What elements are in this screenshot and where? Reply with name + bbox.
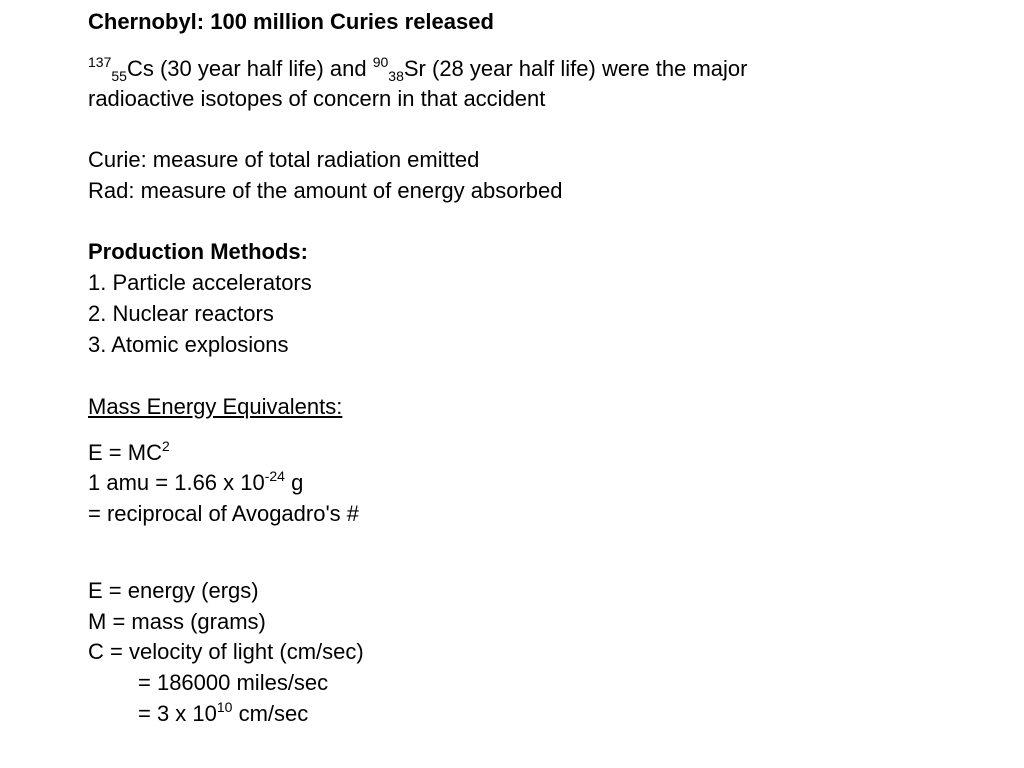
isotopes-line-2: radioactive isotopes of concern in that accident	[88, 86, 546, 111]
emc2-equation	[88, 440, 170, 466]
rad-definition: Rad: measure of the amount of energy absorbed	[88, 178, 563, 203]
energy-definition: E = energy (ergs)	[88, 578, 259, 603]
light-velocity-cm-unit: cm/sec	[232, 701, 309, 726]
amu-unit: g	[284, 470, 304, 495]
cs-atomic-number: 55	[111, 68, 127, 84]
cs-mass-number: 137	[88, 54, 112, 70]
cs-description: Cs (30 year half life) and	[126, 56, 373, 81]
mass-definition: M = mass (grams)	[88, 609, 266, 634]
mass-energy-heading: Mass Energy Equivalents:	[88, 394, 343, 419]
amu-base: 1 amu = 1.66 x 10	[88, 470, 265, 495]
production-heading: Production Methods:	[88, 239, 308, 264]
amu-exponent: -24	[264, 468, 285, 484]
curie-definition: Curie: measure of total radiation emitted	[88, 147, 480, 172]
emc2-exponent: 2	[161, 438, 170, 454]
sr-description: Sr (28 year half life) were the major	[403, 56, 748, 81]
production-item: 1. Particle accelerators	[88, 270, 312, 295]
sr-atomic-number: 38	[388, 68, 404, 84]
light-velocity-cm-exponent: 10	[216, 699, 233, 715]
light-velocity-cm-base: = 3 x 10	[138, 701, 217, 726]
amu-equation	[88, 470, 303, 496]
production-item: 3. Atomic explosions	[88, 332, 289, 357]
light-velocity-cm	[138, 701, 308, 727]
sr-mass-number: 90	[372, 54, 389, 70]
emc2-base: E = MC	[88, 440, 162, 465]
isotopes-line-1	[88, 56, 747, 82]
light-velocity-definition: C = velocity of light (cm/sec)	[88, 639, 364, 664]
reciprocal-avogadro: = reciprocal of Avogadro's #	[88, 501, 360, 526]
light-velocity-miles: = 186000 miles/sec	[138, 670, 329, 695]
page-title: Chernobyl: 100 million Curies released	[88, 9, 494, 34]
production-item: 2. Nuclear reactors	[88, 301, 274, 326]
